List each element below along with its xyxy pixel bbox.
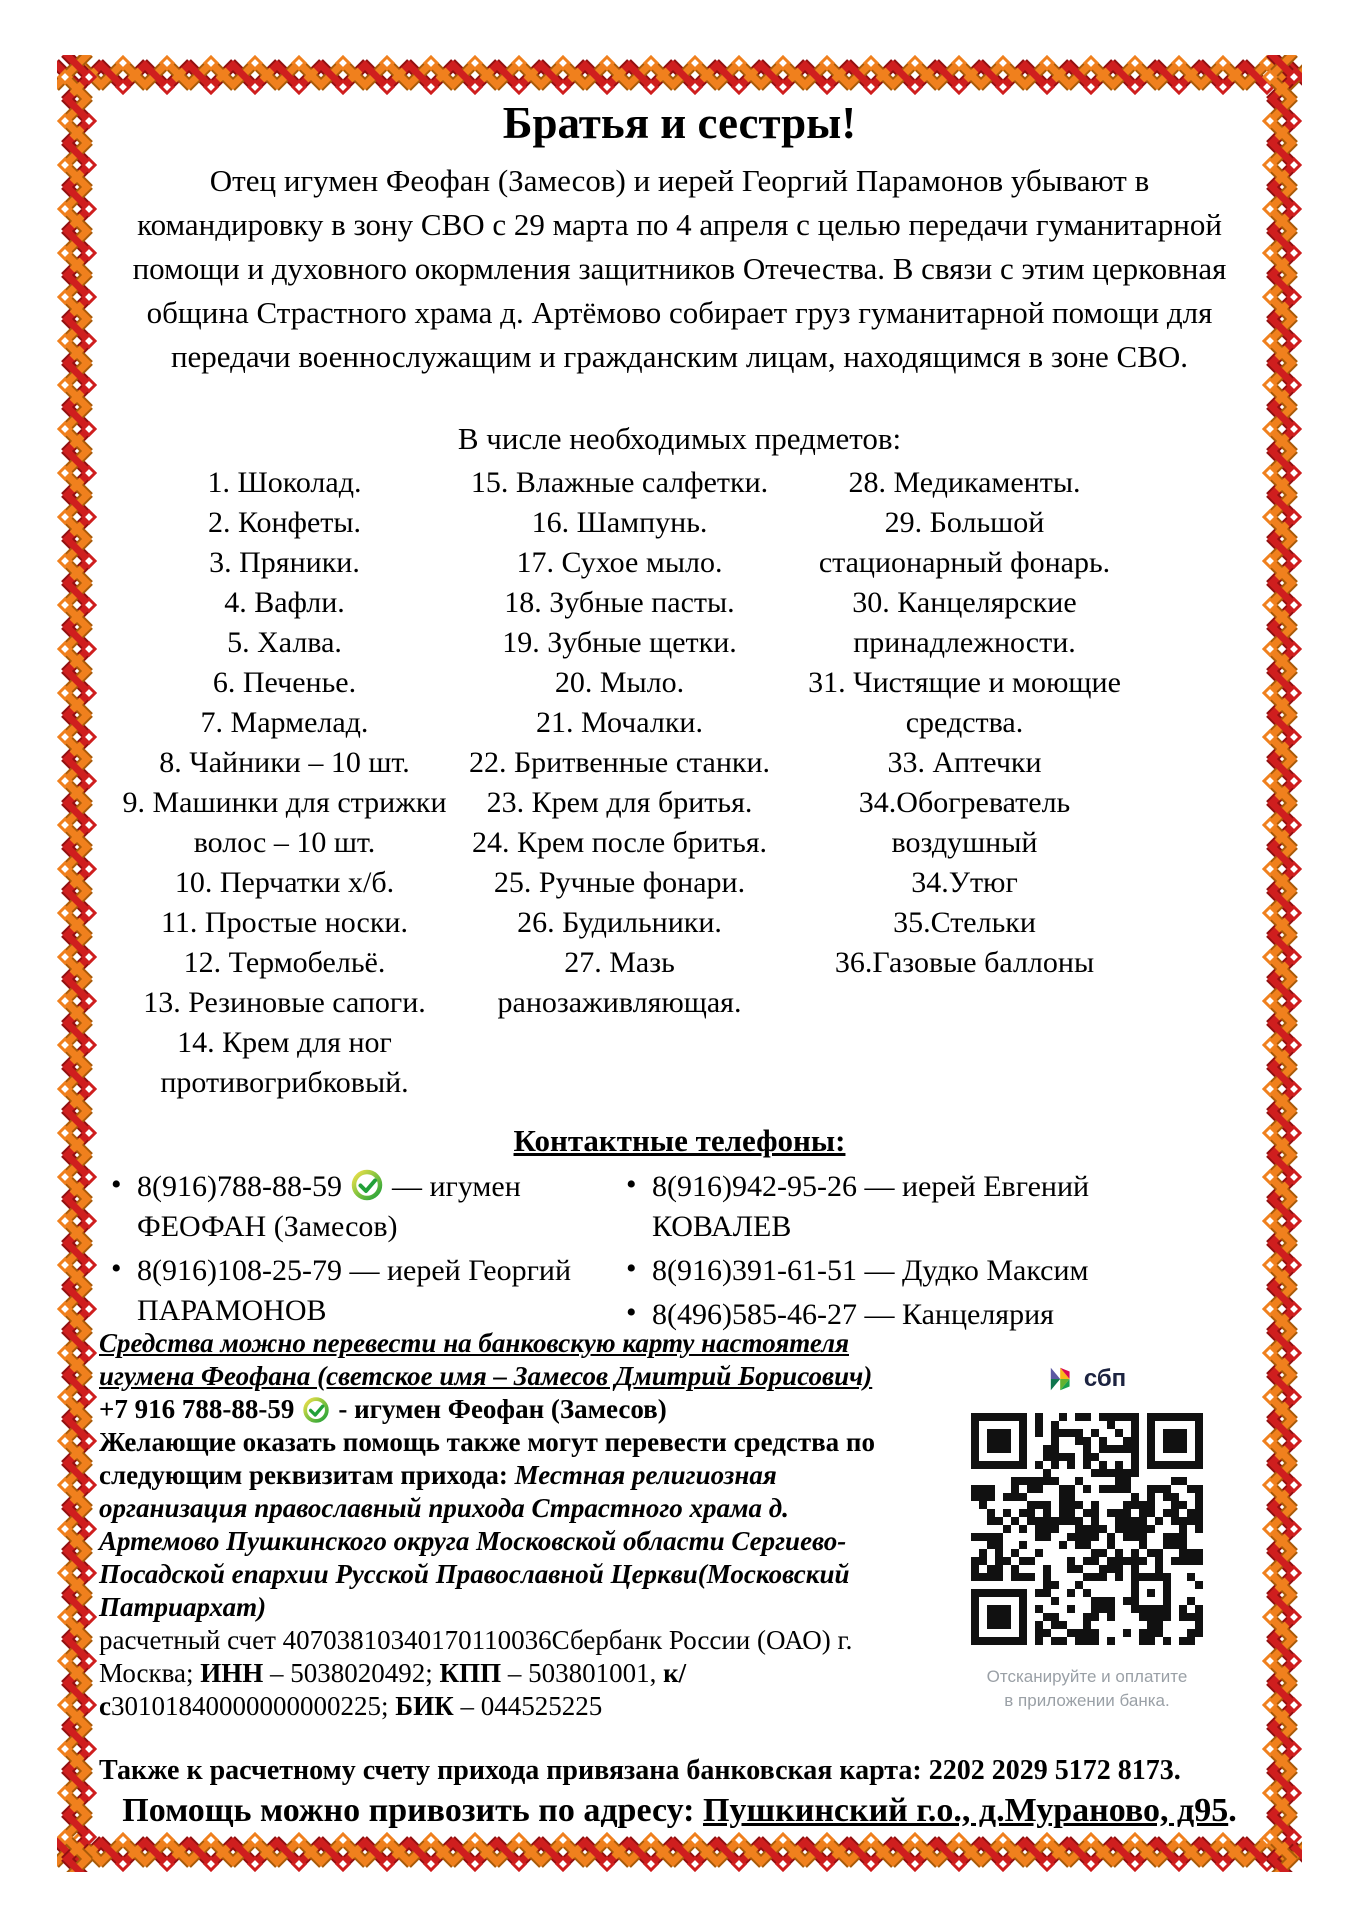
contacts-column-2 xyxy=(622,1167,1147,1339)
contact-label: — игумен ФЕОФАН (Замесов) xyxy=(137,1170,521,1243)
list-item: 16. Шампунь. xyxy=(531,506,708,539)
decorative-border-left xyxy=(57,55,97,1872)
list-item: 31. Чистящие и моющие средства. xyxy=(808,666,1121,739)
list-item: 35.Стельки xyxy=(893,906,1036,939)
phone-number: 8(916)108-25-79 xyxy=(137,1254,342,1287)
list-item: 22. Бритвенные станки. xyxy=(468,746,771,779)
flyer-content xyxy=(97,95,1262,1832)
requisites-text: ИНН xyxy=(200,1658,264,1688)
list-item: 33. Аптечки xyxy=(887,746,1042,779)
list-item: 24. Крем после бритья. xyxy=(471,826,768,859)
list-item: 28. Медикаменты. xyxy=(848,466,1081,499)
contacts-list xyxy=(107,1167,1147,1339)
list-item: 13. Резиновые сапоги. xyxy=(143,986,426,1019)
list-item: 30. Канцелярские принадлежности. xyxy=(852,586,1077,659)
footer-address: Пушкинский г.о., д.Мураново, д95 xyxy=(702,1792,1229,1829)
list-item: 23. Крем для бритья. xyxy=(486,786,753,819)
requisites-text: - игумен Феофан (Замесов) xyxy=(338,1394,667,1424)
bank-requisites xyxy=(99,1327,894,1723)
list-item: 6. Печенье. xyxy=(212,666,357,699)
list-item: 20. Мыло. xyxy=(554,666,685,699)
payment-block xyxy=(937,1363,1237,1713)
list-item: 34.Утюг xyxy=(911,866,1018,899)
phone-number: 8(916)391-61-51 xyxy=(652,1254,857,1287)
delivery-address-line xyxy=(97,1792,1262,1830)
contact-item xyxy=(107,1251,612,1331)
requisites-text: расчетный счет 40703810340170110036Сбербанк России (ОАО) г. Москва; xyxy=(99,1625,853,1688)
contacts-header: Контактные телефоны: xyxy=(513,1123,846,1158)
list-item: 4. Вафли. xyxy=(224,586,345,619)
bullet-dot-icon: • xyxy=(626,1252,637,1285)
needed-items-list xyxy=(122,463,1137,1103)
contact-label: — иерей Евгений КОВАЛЕВ xyxy=(652,1170,1090,1243)
list-item: 2. Конфеты. xyxy=(207,506,362,539)
footer-prefix: Помощь можно привозить по адресу: xyxy=(122,1792,703,1829)
decorative-border-right xyxy=(1262,55,1302,1872)
card-note: Также к расчетному счету прихода привязана банковская карта: 2202 2029 5172 8173. xyxy=(99,1755,1181,1786)
sber-checkmark-icon xyxy=(301,1395,331,1425)
contact-label: — иерей Георгий ПАРАМОНОВ xyxy=(137,1254,571,1327)
bullet-dot-icon: • xyxy=(626,1168,637,1201)
requisites-text: – 5038020492; xyxy=(263,1658,440,1688)
sbp-label: сбп xyxy=(1083,1365,1127,1392)
bullet-dot-icon: • xyxy=(626,1296,637,1329)
decorative-border-bottom xyxy=(57,1832,1302,1872)
contacts-column-1 xyxy=(107,1167,612,1339)
qr-caption xyxy=(937,1665,1237,1713)
bullet-dot-icon: • xyxy=(111,1252,122,1285)
list-item: 26. Будильники. xyxy=(517,906,722,939)
list-item: 34.Обогреватель воздушный xyxy=(858,786,1071,859)
requisites-text: Желающие оказать помощь также могут перевести средства по следующим реквизитам прихода: xyxy=(99,1427,875,1490)
requisites-text: БИК xyxy=(395,1691,454,1721)
page-title: Братья и сестры! xyxy=(502,98,857,148)
items-column-2 xyxy=(447,463,792,1103)
list-item: 29. Большой стационарный фонарь. xyxy=(818,506,1111,579)
requisites-line xyxy=(99,1426,894,1624)
contact-item xyxy=(622,1167,1147,1247)
list-item: 36.Газовые баллоны xyxy=(834,946,1095,979)
requisites-text: +7 916 788-88-59 xyxy=(99,1394,295,1424)
qr-code xyxy=(963,1405,1211,1653)
requisites-line xyxy=(99,1393,894,1426)
items-column-1 xyxy=(122,463,447,1103)
phone-number: 8(916)942-95-26 xyxy=(652,1170,857,1203)
list-item: 19. Зубные щетки. xyxy=(502,626,737,659)
qr-caption-line1: Отсканируйте и оплатите xyxy=(986,1667,1188,1686)
list-item: 9. Машинки для стрижки волос – 10 шт. xyxy=(122,786,447,859)
contact-item xyxy=(107,1167,612,1247)
requisites-text: – 044525225 xyxy=(453,1691,603,1721)
intro-paragraph: Отец игумен Феофан (Замесов) и иерей Георгий Парамонов убывают в командировку в зону СВО с 29 марта по 4 апреля с целью передачи гуманитарной помощи и духовного окормления защитников Отечества. В связи с этим церковная община Страстного храма д. Артёмово собирает груз гуманитарной помощи для передачи военнослужащим и гражданским лицам, находящимся в зоне СВО. xyxy=(132,163,1227,374)
list-item: 17. Сухое мыло. xyxy=(516,546,723,579)
requisites-line xyxy=(99,1624,894,1723)
requisites-text: Местная религиозная организация православный прихода Страстного храма д. Артемово Пушкинского округа Московской области Сергиево-Посадской епархии Русской Православной Церкви(Московский Патриархат) xyxy=(99,1460,850,1622)
footer-suffix: . xyxy=(1228,1792,1237,1829)
list-item: 25. Ручные фонари. xyxy=(493,866,746,899)
list-item: 11. Простые носки. xyxy=(161,906,408,939)
requisites-text: КПП xyxy=(439,1658,502,1688)
phone-number: 8(496)585-46-27 xyxy=(652,1298,857,1331)
list-item: 14. Крем для ног противогрибковый. xyxy=(160,1026,409,1099)
decorative-border-top xyxy=(57,55,1302,95)
requisites-text: Средства можно перевести на банковскую карту настоятеля игумена Феофана (светское имя – Замесов Дмитрий Борисович) xyxy=(99,1328,873,1391)
list-item: 7. Мармелад. xyxy=(200,706,369,739)
requisites-line xyxy=(99,1327,894,1393)
list-header: В числе необходимых предметов: xyxy=(457,421,902,456)
items-column-3 xyxy=(792,463,1137,1103)
list-item: 5. Халва. xyxy=(227,626,342,659)
contact-item xyxy=(622,1251,1147,1291)
contact-label: — Дудко Максим xyxy=(864,1254,1089,1287)
list-item: 12. Термобельё. xyxy=(183,946,386,979)
requisites-text: 30101840000000000225; xyxy=(110,1691,396,1721)
list-item: 3. Пряники. xyxy=(209,546,360,579)
list-item: 15. Влажные салфетки. xyxy=(470,466,769,499)
bullet-dot-icon: • xyxy=(111,1168,122,1201)
requisites-text: к/с xyxy=(99,1658,687,1721)
list-item: 21. Мочалки. xyxy=(536,706,703,739)
list-item: 1. Шоколад. xyxy=(207,466,362,499)
contact-label: — Канцелярия xyxy=(864,1298,1054,1331)
sber-checkmark-icon xyxy=(349,1167,385,1203)
list-item: 27. Мазь ранозаживляющая. xyxy=(497,946,742,1019)
list-item: 8. Чайники – 10 шт. xyxy=(159,746,410,779)
phone-number: 8(916)788-88-59 xyxy=(137,1170,342,1203)
requisites-text: – 503801001, xyxy=(501,1658,664,1688)
sbp-logo xyxy=(937,1363,1237,1395)
list-item: 18. Зубные пасты. xyxy=(504,586,735,619)
list-item: 10. Перчатки х/б. xyxy=(174,866,395,899)
sbp-arrow-icon xyxy=(1048,1364,1078,1394)
qr-caption-line2: в приложении банка. xyxy=(1004,1691,1170,1710)
